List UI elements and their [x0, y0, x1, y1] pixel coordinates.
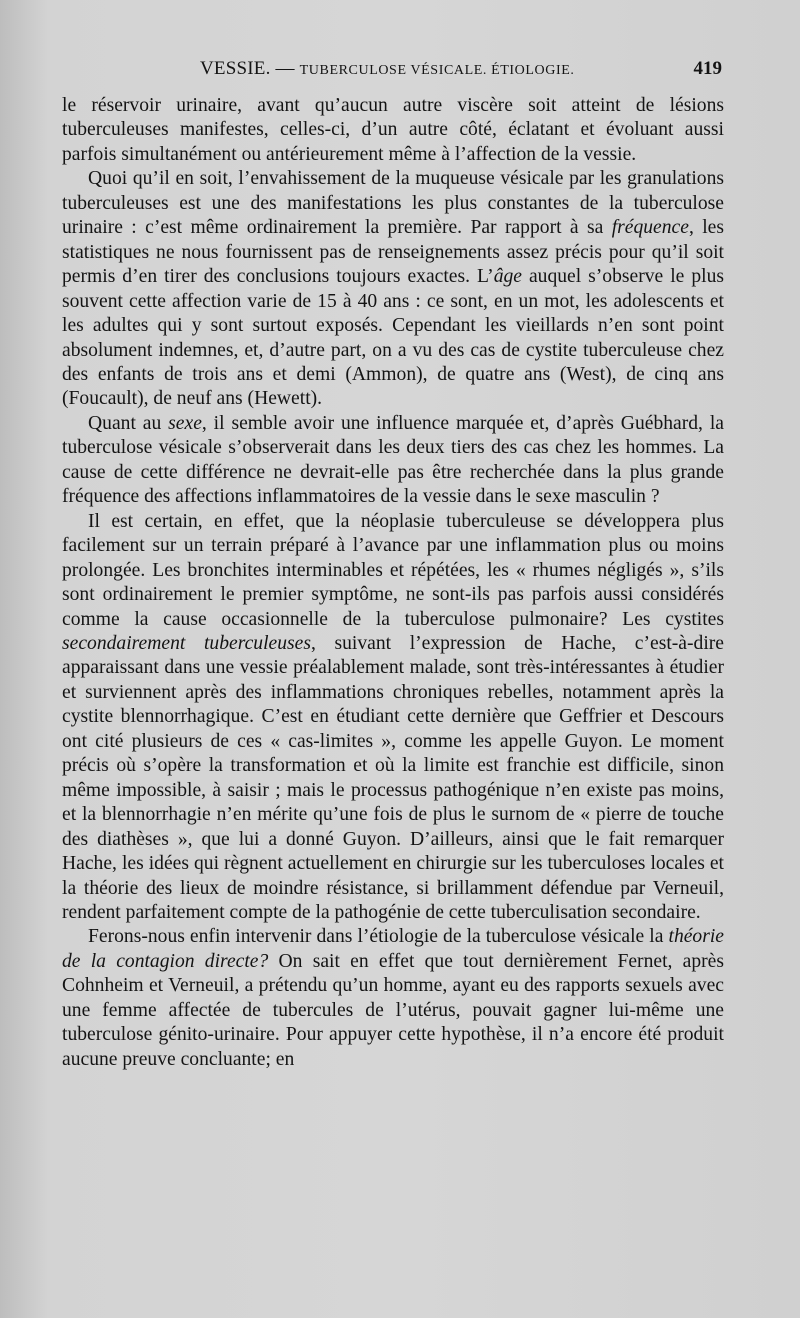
text-run: Quoi qu’il en soit, l’envahissement de la muqueuse vésicale par les granulations tuberculeuses est une des manifestations les plus constantes de la tuberculose urinaire : c’est même ordinairement la première. Par rapport à sa	[62, 168, 724, 239]
text-run: , suivant l’expression de Hache, c’est-à-dire apparaissant dans une vessie préalablement malade, sont très-intéressantes à étudier et surviennent après des inflammations chroniques rebelles, notamment après la cystite blennorrhagique. C’est en étudiant cette dernière que Geffrier et Descours ont cité plusieurs de ces « cas-limites », comme les appelle Guyon. Le moment précis où s’opère la transformation et où la limite est franchie est difficile, sinon même impossible, à saisir ; mais le processus pathogénique n’en existe pas moins, et la blennorrhagie n’en mérite qu’une fois de plus le surnom de « pierre de touche des diathèses », que lui a donné Guyon. D’ailleurs, ainsi que le fait remarquer Hache, les idées qui règnent actuellement en chirurgie sur les tuberculoses locales et la théorie des lieux de moindre résistance, si brillamment défendue par Verneuil, rendent parfaitement compte de la pathogénie de cette tuberculisation secondaire.	[62, 632, 724, 923]
page-header	[62, 58, 724, 88]
text-run: , il semble avoir une influence marquée et, d’après Guébhard, la tuberculose vésicale s’observerait dans les deux tiers des cas chez les hommes. La cause de cette différence ne devrait-elle pas être recherchée dans la plus grande fréquence des affections inflammatoires de la vessie dans le sexe masculin ?	[62, 412, 724, 508]
running-title-sub: TUBERCULOSE VÉSICALE. ÉTIOLOGIE.	[299, 63, 575, 78]
italic-term: secondairement tuberculeuses	[62, 632, 311, 654]
text-run: Quant au	[88, 412, 169, 434]
paragraph	[62, 94, 724, 167]
text-run: , les statistiques ne nous fournissent pas de renseignements assez précis pour qu’il soit permis d’en tirer des conclusions toujours exactes. L’	[62, 217, 724, 288]
italic-term: âge	[493, 266, 522, 288]
italic-term: fréquence	[611, 217, 689, 239]
paragraph	[62, 167, 724, 412]
text-run: auquel s’observe le plus souvent cette affection varie de 15 à 40 ans : ce sont, en un mot, les adolescents et les adultes qui y sont surtout exposés. Cependant les vieillards n’en sont point absolument indemnes, et, d’autre part, on a vu des cas de cystite tuberculeuse chez des enfants de trois ans et demi (Ammon), de quatre ans (West), de cinq ans (Foucault), de neuf ans (Hewett).	[62, 266, 724, 410]
running-title	[200, 58, 574, 80]
italic-term: théorie de la contagion directe?	[62, 926, 724, 972]
paragraph	[62, 510, 724, 926]
paragraph	[62, 412, 724, 510]
body-text	[62, 94, 724, 1072]
running-title-main: VESSIE. —	[200, 58, 300, 79]
italic-term: sexe	[168, 412, 202, 434]
text-run: Il est certain, en effet, que la néoplasie tuberculeuse se développera plus facilement sur un terrain préparé à l’avance par une inflammation plus ou moins prolongée. Les bronchites interminables et répétées, les « rhumes négligés », s’ils sont ordinairement le premier symptôme, ne sont-ils pas parfois aussi considérés comme la cause occasionnelle de la tuberculose pulmonaire? Les cystites	[62, 510, 724, 630]
text-run: le réservoir urinaire, avant qu’aucun autre viscère soit atteint de lésions tuberculeuses manifestes, celles-ci, d’un autre côté, éclatant et évoluant aussi parfois simultanément ou antérieurement même à l’affection de la vessie.	[62, 95, 724, 165]
paragraph	[62, 925, 724, 1072]
page-number: 419	[693, 58, 722, 79]
text-run: On sait en effet que tout dernièrement Fernet, après Cohnheim et Verneuil, a prétendu qu’un homme, ayant eu des rapports sexuels avec une femme affectée de tubercules de l’utérus, pouvait gagner lui-même une tuberculose génito-urinaire. Pour appuyer cette hypothèse, il n’a encore été produit aucune preuve concluante; en	[62, 950, 724, 1070]
text-run: Ferons-nous enfin intervenir dans l’étiologie de la tuberculose vésicale la	[88, 926, 669, 948]
